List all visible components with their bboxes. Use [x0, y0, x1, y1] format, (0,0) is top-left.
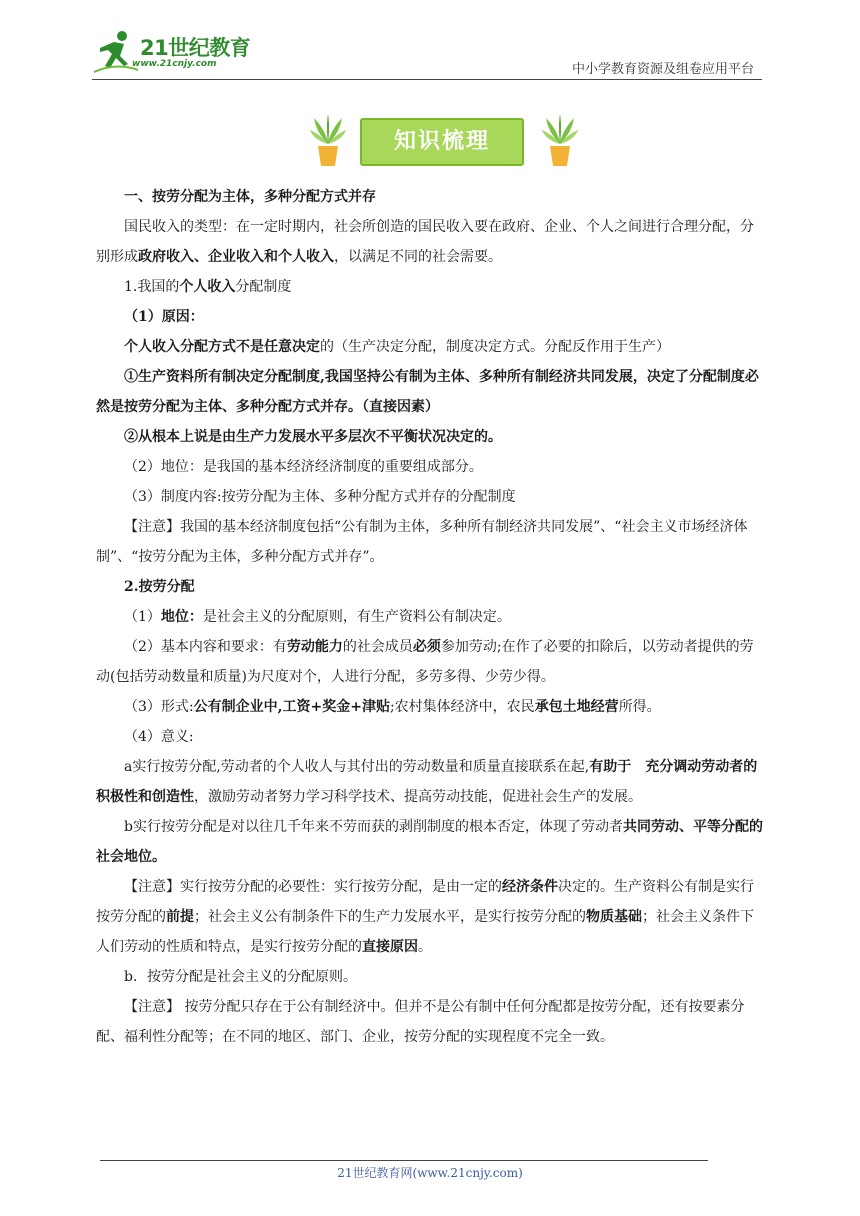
paragraph: 国民收入的类型：在一定时期内，社会所创造的国民收入要在政府、企业、个人之间进行合理分配，分别形成政府收入、企业收入和个人收入，以满足不同的社会需要。	[96, 219, 754, 265]
note: 【注意】 按劳分配只存在于公有制经济中。但并不是公有制中任何分配都是按劳分配，还有按要素分配、福利性分配等；在不同的地区、部门、企业，按劳分配的实现程度不完全一致。	[96, 999, 745, 1045]
section-banner	[308, 112, 580, 168]
potted-plant-icon	[308, 112, 348, 168]
subheading: 2.按劳分配	[124, 579, 195, 595]
banner-title: 知识梳理	[393, 129, 490, 154]
paragraph: ①生产资料所有制决定分配制度,我国坚持公有制为主体、多种所有制经济共同发展，决定了分配制度必然是按劳分配为主体、多种分配方式并存。（直接因素）	[96, 369, 759, 415]
paragraph: b实行按劳分配是对以往几千年来不劳而获的剥削制度的根本否定，体现了劳动者共同劳动、平等分配的社会地位。	[96, 819, 763, 865]
footer-divider	[100, 1160, 708, 1161]
logo-text: 21世纪教育	[140, 36, 251, 60]
banner-title-box	[360, 118, 524, 166]
footer-link[interactable]: 21世纪教育网(www.21cnjy.com)	[337, 1166, 523, 1180]
paragraph: 个人收入分配方式不是任意决定的（生产决定分配，制度决定方式。分配反作用于生产）	[124, 339, 670, 355]
paragraph: b．按劳分配是社会主义的分配原则。	[124, 969, 357, 985]
document-body	[96, 182, 764, 1052]
paragraph: （2）基本内容和要求：有劳动能力的社会成员必须参加劳动;在作了必要的扣除后，以劳动者提供的劳动(包括劳动数量和质量)为尺度对个，人进行分配，多劳多得、少劳少得。	[96, 639, 754, 685]
potted-plant-icon	[540, 112, 580, 168]
paragraph: （3）形式:公有制企业中,工资+奖金+津贴;农村集体经济中，农民承包土地经营所得。	[124, 699, 661, 715]
item-label: （1）原因：	[124, 309, 204, 325]
note: 【注意】我国的基本经济制度包括“公有制为主体，多种所有制经济共同发展”、“社会主义市场经济体制”、“按劳分配为主体，多种分配方式并存”。	[96, 519, 748, 565]
section-heading: 一、按劳分配为主体，多种分配方式并存	[124, 189, 376, 205]
platform-name: 中小学教育资源及组卷应用平台	[571, 62, 754, 77]
paragraph: （2）地位：是我国的基本经济经济制度的重要组成部分。	[124, 459, 483, 475]
page-header	[92, 28, 762, 78]
subheading: 1.我国的个人收入分配制度	[124, 279, 292, 295]
site-logo[interactable]	[92, 28, 262, 76]
paragraph: ②从根本上说是由生产力发展水平多层次不平衡状况决定的。	[124, 429, 502, 445]
logo-url: www.21cnjy.com	[132, 59, 217, 69]
paragraph: （3）制度内容:按劳分配为主体、多种分配方式并存的分配制度	[124, 489, 516, 505]
paragraph: a实行按劳分配,劳动者的个人收人与其付出的劳动数量和质量直接联系在起,有助于 充分调动劳动者的积极性和创造性，激励劳动者努力学习科学技术、提高劳动技能，促进社会生产的发展。	[96, 759, 758, 805]
header-divider	[92, 79, 762, 80]
paragraph: （1）地位：是社会主义的分配原则，有生产资料公有制决定。	[124, 609, 511, 625]
note: 【注意】实行按劳分配的必要性：实行按劳分配，是由一定的经济条件决定的。生产资料公有制是实行按劳分配的前提；社会主义公有制条件下的生产力发展水平，是实行按劳分配的物质基础；社会主义条件下人们劳动的性质和特点，是实行按劳分配的直接原因。	[96, 879, 754, 955]
paragraph: （4）意义:	[124, 729, 194, 745]
